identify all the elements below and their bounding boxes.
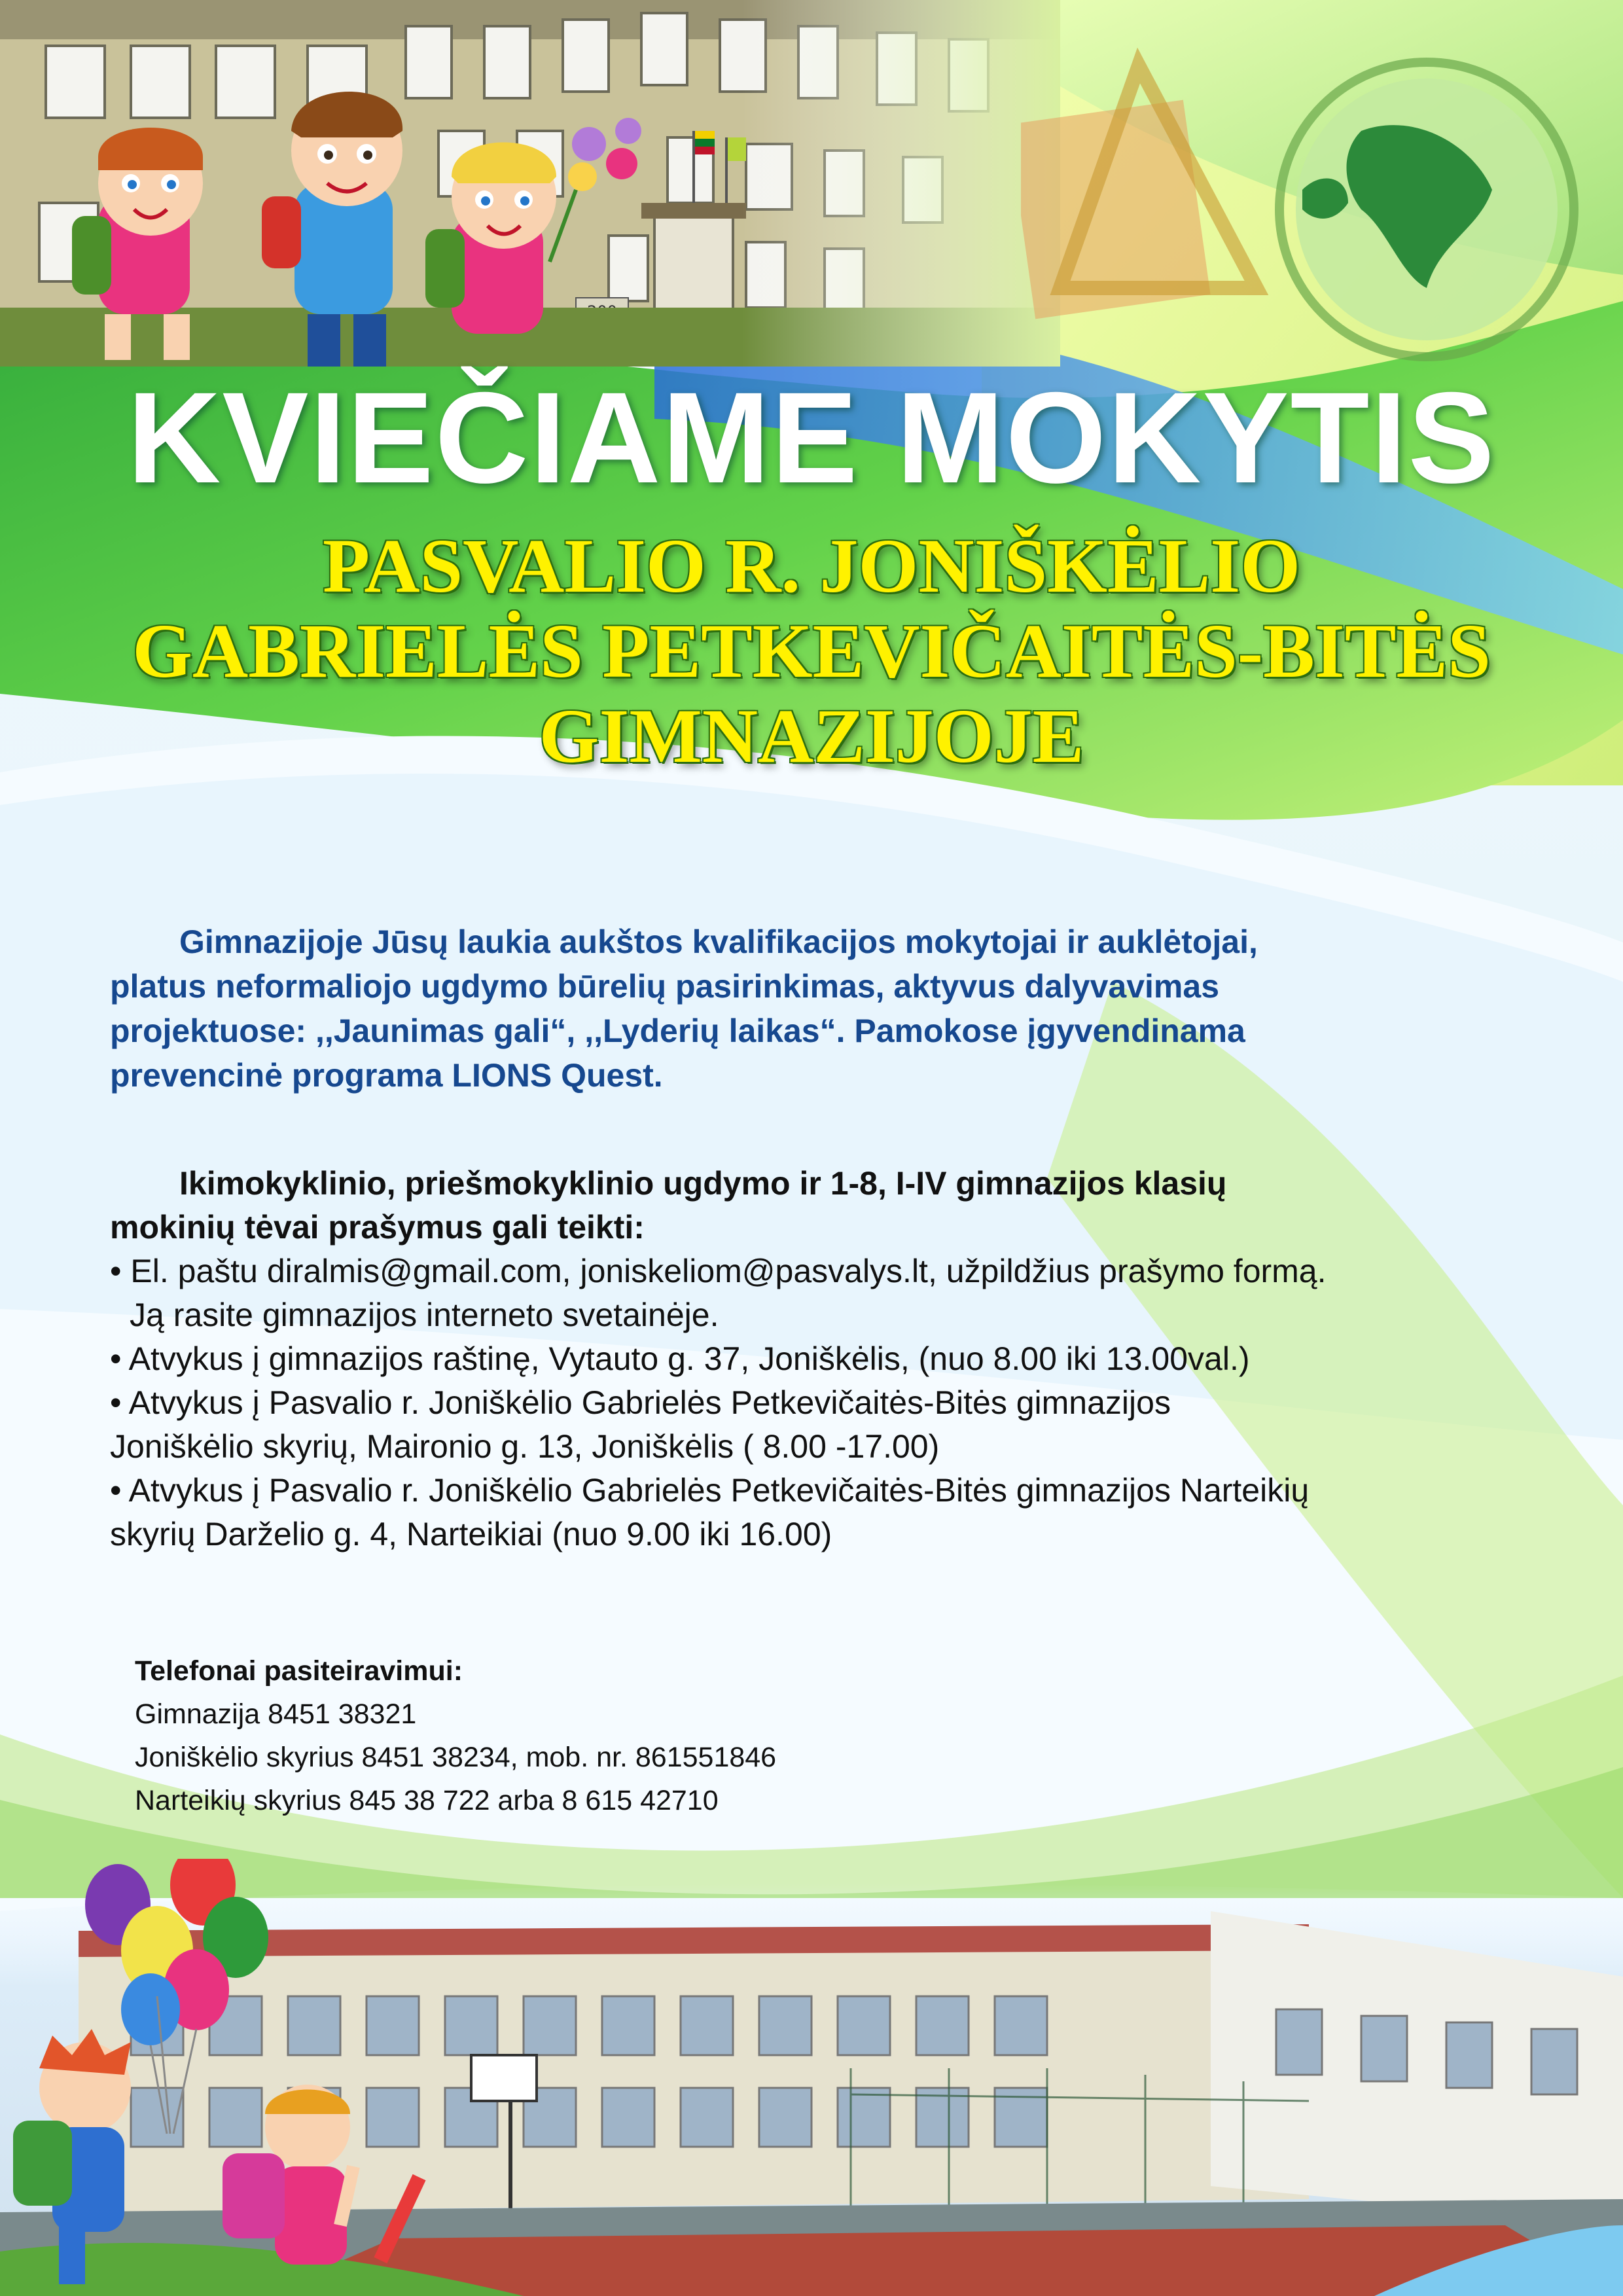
apply-bullet-joniskelis-cont: Joniškėlio skyrių, Maironio g. 13, Joniškėlis ( 8.00 -17.00) [110,1428,940,1465]
intro-line-4: prevencinė programa LIONS Quest. [110,1057,663,1094]
apply-bullet-narteikiai: • Atvykus į Pasvalio r. Joniškėlio Gabrielės Petkevičaitės-Bitės gimnazijos Narteikių [110,1472,1310,1509]
apply-lead-line-2: mokinių tėvai prašymus gali teikti: [110,1209,645,1246]
intro-line-2: platus neformaliojo ugdymo būrelių pasirinkimas, aktyvus dalyvavimas [110,968,1219,1005]
globe-icon [1279,62,1574,357]
phones-title: Telefonai pasiteiravimui: [135,1655,463,1687]
school-supplies-decoration [1021,39,1610,406]
school-name [26,524,1597,779]
apply-bullet-narteikiai-cont: skyrių Darželio g. 4, Narteikiai (nuo 9.00 iki 16.00) [110,1516,832,1552]
school-name-line-2: GABRIELĖS PETKEVIČAITĖS-BITĖS [132,608,1491,694]
contact-phones [135,1649,1051,1822]
phone-gymnasium: Gimnazija 8451 38321 [135,1698,417,1730]
intro-line-3: projektuose: ,,Jaunimas gali“, ,,Lyderių laikas“. Pamokose įgyvendinama [110,1013,1245,1049]
apply-lead-line-1: Ikimokyklinio, priešmokyklinio ugdymo ir 1-8, I-IV gimnazijos klasių [179,1165,1227,1202]
school-building-photo [0,0,1060,367]
apply-bullet-office: • Atvykus į gimnazijos raštinę, Vytauto g. 37, Joniškėlis, (nuo 8.00 iki 13.00val.) [110,1340,1250,1377]
page-title: KVIEČIAME MOKYTIS [127,365,1496,510]
intro-line-1: Gimnazijoje Jūsų laukia aukštos kvalifikacijos mokytojai ir auklėtojai, [179,924,1258,960]
school-name-line-1: PASVALIO R. JONIŠKĖLIO [323,523,1300,609]
school-name-line-3: GIMNAZIJOJE [539,693,1084,779]
phone-narteikiai: Narteikių skyrius 845 38 722 arba 8 615 42710 [135,1785,719,1816]
intro-paragraph [110,920,1530,1098]
apply-bullet-email-cont: Ją rasite gimnazijos interneto svetainėje. [130,1297,719,1333]
phone-joniskelis: Joniškėlio skyrius 8451 38234, mob. nr. 861551846 [135,1742,777,1773]
apply-bullet-joniskelis: • Atvykus į Pasvalio r. Joniškėlio Gabrielės Petkevičaitės-Bitės gimnazijos [110,1384,1171,1421]
apply-bullet-email: • El. paštu diralmis@gmail.com, joniskeliom@pasvalys.lt, užpildžius prašymo formą. [110,1253,1327,1289]
application-info [110,1162,1550,1556]
school-yard-photo [0,1859,1623,2296]
